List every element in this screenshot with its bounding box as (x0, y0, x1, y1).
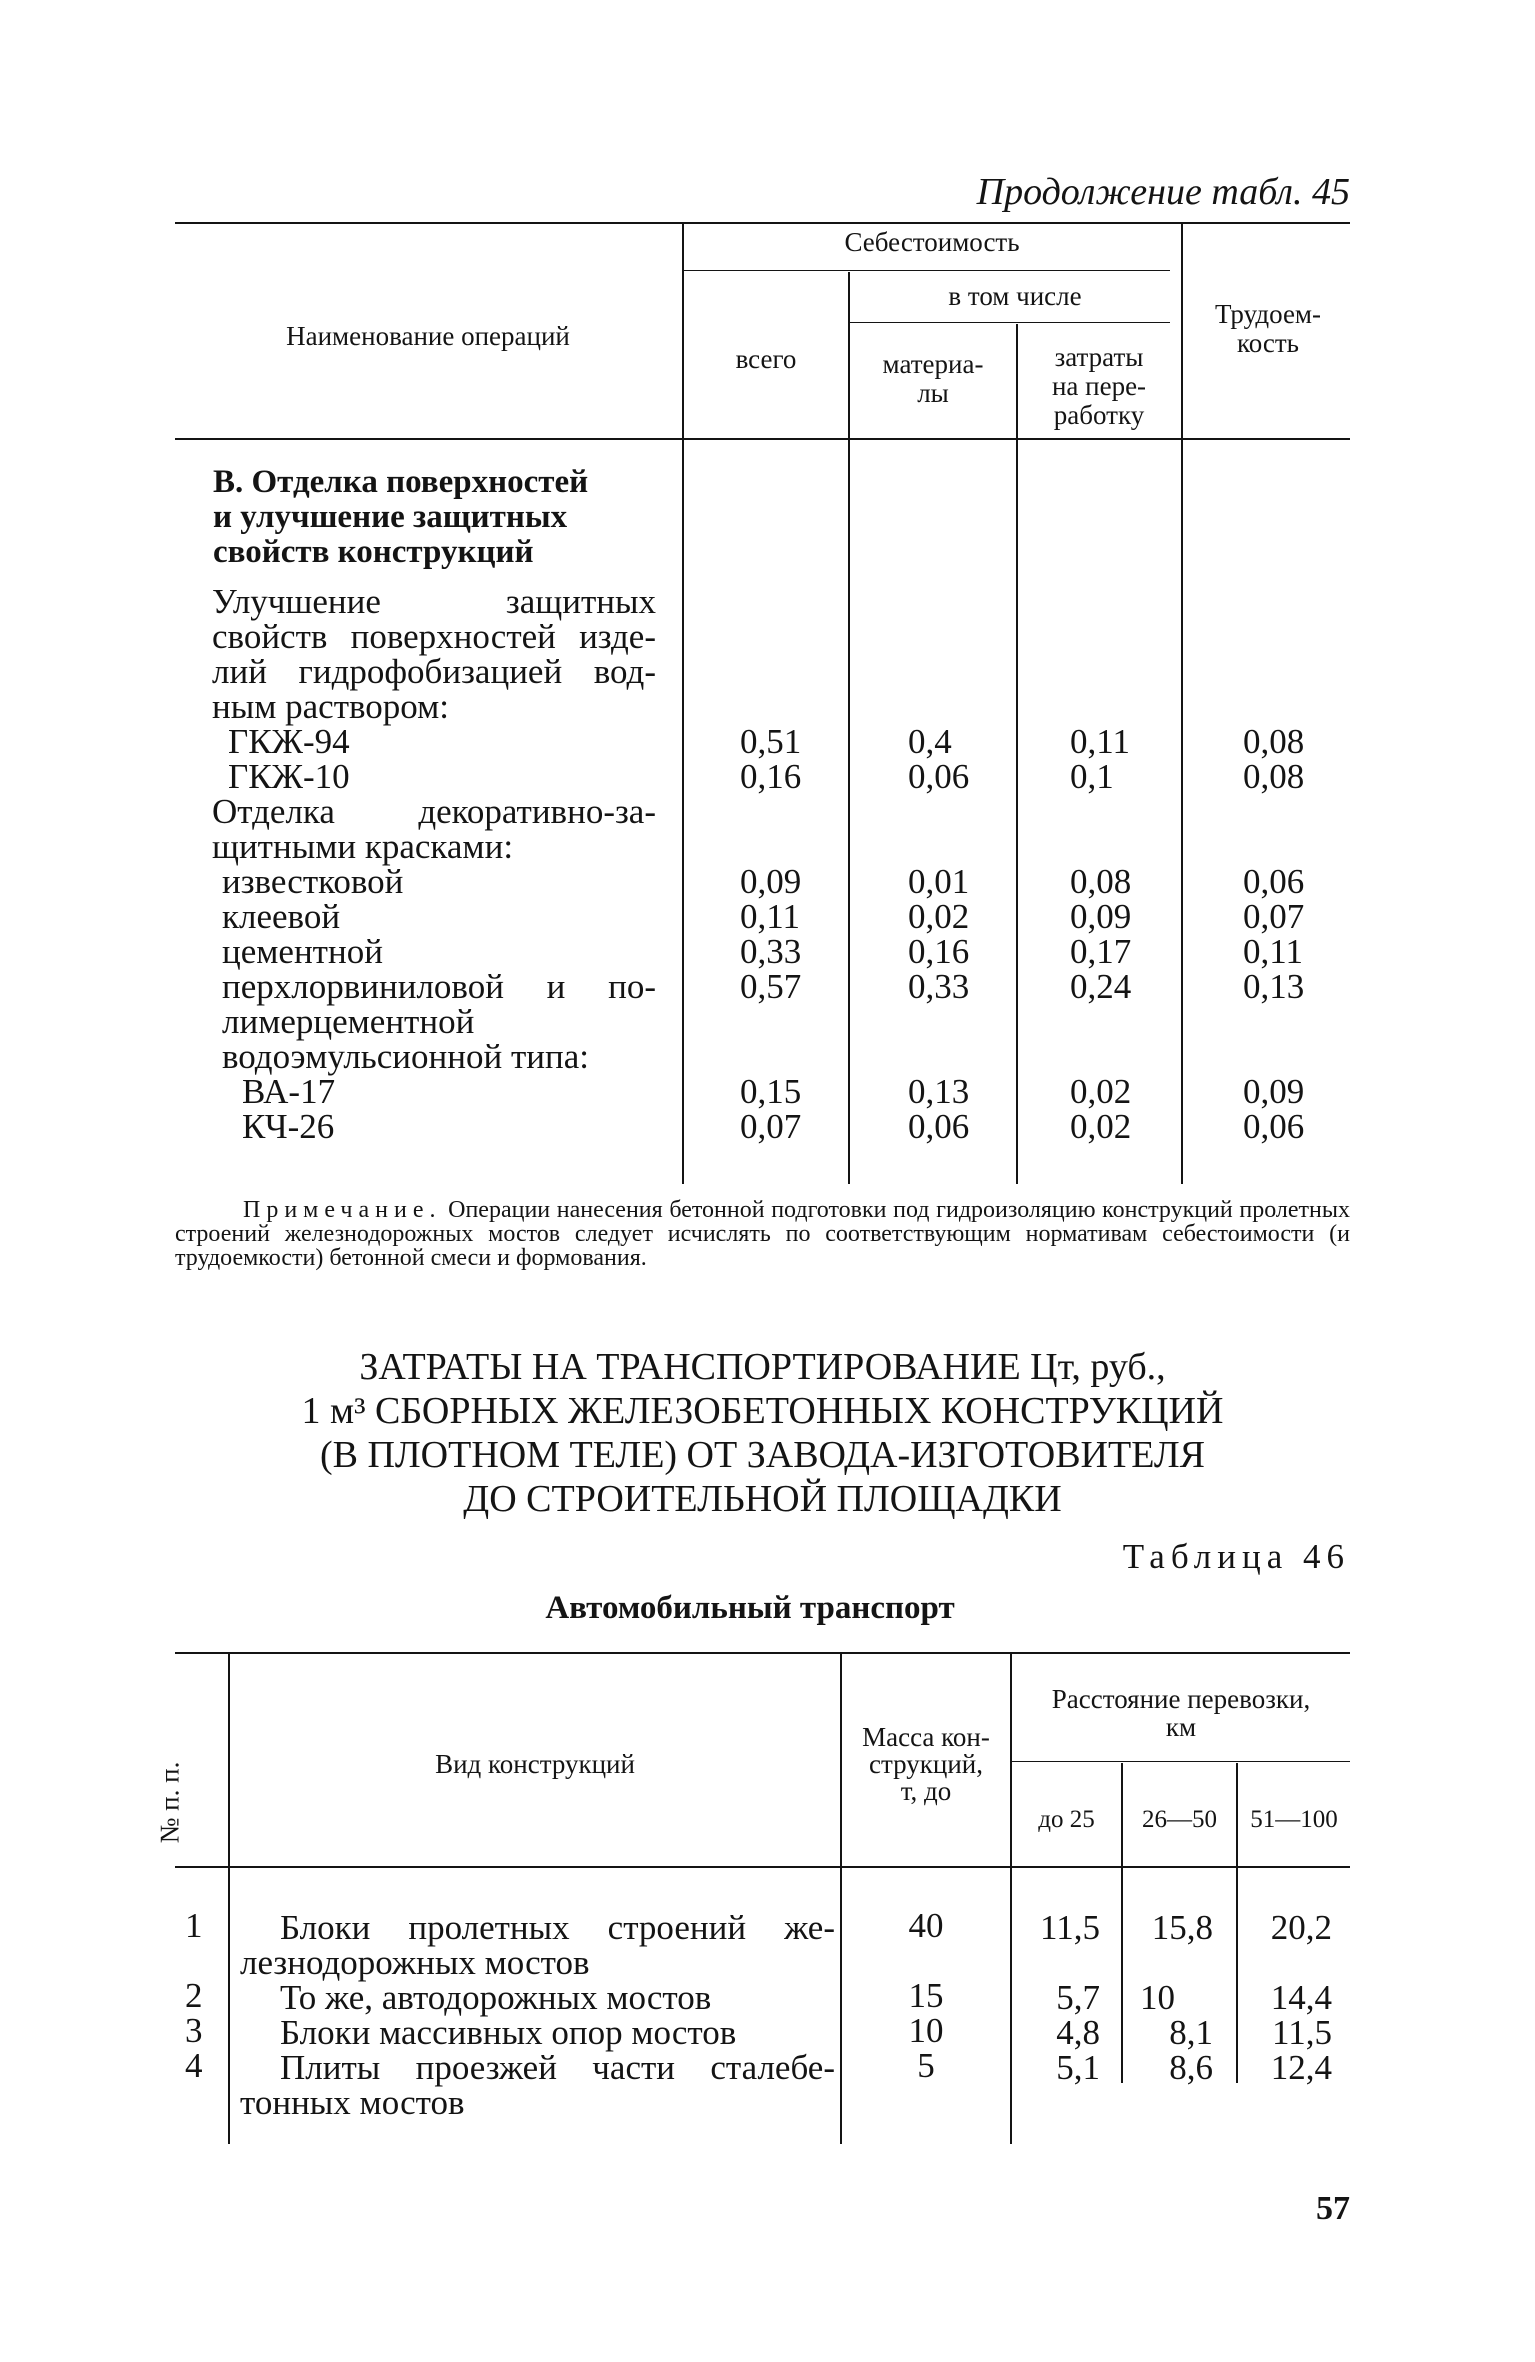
t45-r4-labor: 0,11 (1243, 932, 1303, 971)
t45-r2-materials: 0,01 (908, 862, 970, 901)
t45-r4-materials: 0,16 (908, 932, 970, 971)
t46-r3-d1: 5,1 (1056, 2048, 1100, 2087)
t45-r6-materials: 0,13 (908, 1072, 970, 1111)
t46-r1-d1: 5,7 (1056, 1978, 1100, 2017)
header-d1: до 25 (1038, 1806, 1095, 1833)
continuation-label: Продолжение табл. 45 (976, 171, 1350, 213)
table45-top-rule (175, 222, 1350, 224)
t45-r2-labor: 0,06 (1243, 862, 1305, 901)
table45-cost-rule (684, 270, 1170, 271)
t45-r7-processing: 0,02 (1070, 1107, 1132, 1146)
table45-col-rule-3 (1016, 324, 1018, 1184)
page-number: 57 (1316, 2190, 1350, 2227)
t45-r7-total: 0,07 (740, 1107, 802, 1146)
table46-label: Таблица 46 (1122, 1537, 1350, 1576)
t46-r2-type: Блоки массивных опор мостов (280, 2013, 737, 2052)
t46-r0-d2: 15,8 (1151, 1908, 1213, 1947)
t45-r3-materials: 0,02 (908, 897, 970, 936)
t46-r2-d3: 11,5 (1272, 2013, 1332, 2052)
header-materials: материа- лы (882, 349, 984, 408)
t45-r6-total: 0,15 (740, 1072, 802, 1111)
t45-r6-labor: 0,09 (1243, 1072, 1305, 1111)
t45-r4-total: 0,33 (740, 932, 802, 971)
header-labor: Трудоем- кость (1214, 299, 1322, 358)
t46-r3-type-l1: Плиты проезжей части сталебе- (280, 2048, 835, 2087)
t45-r0-materials: 0,4 (908, 722, 952, 761)
table46-top-rule (175, 1652, 1350, 1654)
group2-line2: щитными красками: (212, 827, 514, 866)
header-type: Вид конструкций (435, 1749, 635, 1779)
t45-r3-total: 0,11 (740, 897, 800, 936)
table45-including-rule (850, 322, 1170, 323)
header-d3: 51—100 (1250, 1806, 1338, 1833)
table45-header-rule (175, 438, 1350, 440)
t45-r1-materials: 0,06 (908, 757, 970, 796)
t46-r1-d3: 14,4 (1270, 1978, 1332, 2017)
heading-line-1: ЗАТРАТЫ НА ТРАНСПОРТИРОВАНИЕ Цт, руб., (359, 1346, 1166, 1388)
t46-r1-mass: 15 (908, 1976, 944, 2015)
t46-r0-d3: 20,2 (1270, 1908, 1332, 1947)
t46-r3-type-l2: тонных мостов (240, 2083, 465, 2122)
t46-r0-mass: 40 (908, 1906, 944, 1945)
t45-r2-processing: 0,08 (1070, 862, 1132, 901)
group2-line1: Отделка декоративно-за- (212, 792, 656, 831)
table46-subtitle: Автомобильный транспорт (545, 1590, 955, 1626)
t45-r1-processing: 0,1 (1070, 757, 1114, 796)
header-processing: затраты на пере- работку (1051, 342, 1147, 430)
section-title-finishing: В. Отделка поверхностей и улучшение защитных свойств конструкций (213, 464, 589, 570)
group1-line4: ным раствором: (212, 687, 450, 726)
header-mass: Масса кон- струкций, т, до (862, 1722, 990, 1806)
note-label: Примечание. (243, 1197, 442, 1223)
t46-r3-d3: 12,4 (1270, 2048, 1332, 2087)
header-operation: Наименование операций (286, 321, 570, 351)
item-kch26: КЧ-26 (242, 1107, 335, 1146)
t45-r0-processing: 0,11 (1070, 722, 1130, 761)
t46-r3-no: 4 (185, 2046, 203, 2085)
operations-list (212, 584, 656, 1144)
item-lime: известковой (222, 862, 404, 901)
header-including: в том числе (948, 281, 1082, 311)
t45-r7-labor: 0,06 (1243, 1107, 1305, 1146)
table46-distance-rule (1012, 1761, 1350, 1762)
t46-type-list (240, 1910, 835, 2120)
table45-col-rule-4 (1181, 224, 1183, 1184)
t45-r4-processing: 0,17 (1070, 932, 1132, 971)
item-cement: цементной (222, 932, 383, 971)
item-gkzh10: ГКЖ-10 (228, 757, 350, 796)
header-distance: Расстояние перевозки, км (1051, 1684, 1311, 1742)
t45-r0-total: 0,51 (740, 722, 802, 761)
t45-r7-materials: 0,06 (908, 1107, 970, 1146)
group1-line1: Улучшение защитных (212, 582, 656, 621)
table46-header-rule (175, 1866, 1350, 1868)
t46-r1-d2: 10 (1140, 1978, 1175, 2017)
t45-r2-total: 0,09 (740, 862, 802, 901)
perchlor-line1: перхлорвиниловой и по- (222, 967, 656, 1006)
t45-r6-processing: 0,02 (1070, 1072, 1132, 1111)
t46-r3-mass: 5 (917, 2046, 935, 2085)
t46-r0-type-l1: Блоки пролетных строений же- (280, 1908, 835, 1947)
perchlor-line2: лимерцементной (222, 1002, 475, 1041)
t46-r1-type: То же, автодорожных мостов (280, 1978, 712, 2017)
table45-col-rule-2 (848, 272, 850, 1184)
header-total: всего (735, 344, 797, 374)
t45-r3-labor: 0,07 (1243, 897, 1305, 936)
t45-r1-labor: 0,08 (1243, 757, 1305, 796)
t46-r2-no: 3 (185, 2011, 203, 2050)
t45-r5-labor: 0,13 (1243, 967, 1305, 1006)
t46-r2-d1: 4,8 (1056, 2013, 1100, 2052)
item-glue: клеевой (222, 897, 341, 936)
t45-r5-materials: 0,33 (908, 967, 970, 1006)
item-gkzh94: ГКЖ-94 (228, 722, 350, 761)
header-no: № п. п. (154, 1761, 185, 1844)
note-text: Операции нанесения бетонной подготовки под гидроизоляцию конструкций пролетных строений железнодорожных мостов следует исчислять по соответствующим нормативам себестоимости (и трудоемкости) бетонной смеси и формования. (175, 1197, 1350, 1271)
header-cost: Себестоимость (844, 227, 1020, 257)
header-d2: 26—50 (1142, 1806, 1217, 1833)
heading-line-2: 1 м³ СБОРНЫХ ЖЕЛЕЗОБЕТОННЫХ КОНСТРУКЦИЙ (301, 1390, 1224, 1432)
t46-r0-no: 1 (185, 1906, 203, 1945)
transport-cost-heading (175, 1345, 1350, 1521)
t46-r0-type-l2: лезнодорожных мостов (240, 1943, 590, 1982)
t46-r0-d1: 11,5 (1040, 1908, 1100, 1947)
group1-line3: лий гидрофобизацией вод- (212, 652, 656, 691)
item-va17: ВА-17 (242, 1072, 336, 1111)
t46-r1-no: 2 (185, 1976, 203, 2015)
t46-r3-d2: 8,6 (1169, 2048, 1213, 2087)
group1-line2: свойств поверхностей изде- (212, 617, 656, 656)
table46-col-rule-1 (228, 1654, 230, 2144)
perchlor-line3: водоэмульсионной типа: (222, 1037, 589, 1076)
t46-r2-mass: 10 (908, 2011, 944, 2050)
t45-r5-processing: 0,24 (1070, 967, 1132, 1006)
t46-r2-d2: 8,1 (1169, 2013, 1213, 2052)
table45-note (175, 1198, 1350, 1270)
heading-line-3: (В ПЛОТНОМ ТЕЛЕ) ОТ ЗАВОДА-ИЗГОТОВИТЕЛЯ (319, 1434, 1206, 1476)
t45-r1-total: 0,16 (740, 757, 802, 796)
heading-line-4: ДО СТРОИТЕЛЬНОЙ ПЛОЩАДКИ (463, 1478, 1062, 1520)
t45-r5-total: 0,57 (740, 967, 802, 1006)
t45-r3-processing: 0,09 (1070, 897, 1132, 936)
t45-r0-labor: 0,08 (1243, 722, 1305, 761)
